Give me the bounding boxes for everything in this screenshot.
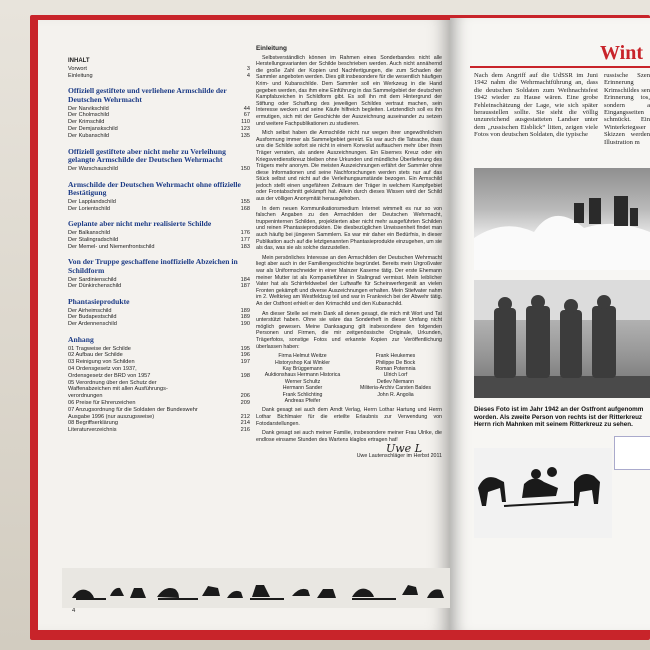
- toc-label: Der Balkanschild: [68, 229, 110, 236]
- toc-label: Der Dünkirchenschild: [68, 283, 122, 290]
- toc-section-title: Offiziell gestiftete aber nicht mehr zu Verleihung gelangte Armschilde der Deutschen Wehrmacht: [68, 146, 226, 165]
- toc-page: 155: [240, 198, 250, 205]
- thanks-name: Historyshop Kai Winkler: [274, 359, 331, 366]
- right-column-2: russische Szen Erinnerung Krimschildes sen Erinnerung tos, sondern a Eingangsseiten schmückt. Ein Winterkriegsser Skizzen werden Illustration m: [604, 72, 650, 146]
- toc-page: 190: [240, 321, 250, 328]
- toc-page: 4: [246, 72, 250, 79]
- photo-caption: Dieses Foto ist im Jahr 1942 an der Ostfront aufgenomm worden. Als zweite Person von rechts ist der Ritterkreuz Herrn rich Mahnken mit seinem Ritterkreuz zu sehen.: [474, 406, 644, 429]
- toc-row: [68, 393, 250, 400]
- thanks-name: John R. Angolia: [377, 391, 414, 398]
- toc-label: 05 Verordnung über den Schutz der: [68, 379, 157, 386]
- toc-row: [68, 366, 250, 373]
- toc-section-title: Phantasieprodukte: [68, 297, 130, 307]
- intro-heading: Einleitung: [256, 45, 287, 52]
- toc-row: [68, 380, 250, 387]
- toc-label: 03 Reinigung von Schilden: [68, 359, 135, 366]
- introduction-text: [256, 46, 442, 460]
- thanks-name: Roman Potemnia: [375, 365, 416, 372]
- toc-label: Der Narvikschild: [68, 105, 109, 112]
- toc-row: [68, 352, 250, 359]
- thanks-name: Kay Brüggemann: [282, 365, 323, 372]
- toc-row: [68, 66, 250, 73]
- toc-label: 07 Anzugsordnung für die Soldaten der Bundeswehr: [68, 406, 198, 413]
- thanks-left-column: [256, 353, 349, 404]
- toc-label: Der Lapplandschild: [68, 198, 116, 205]
- toc-row: [68, 126, 250, 133]
- toc-section-title: Offiziell gestiftete und verliehene Armschilde der Deutschen Wehrmacht: [68, 86, 227, 104]
- calendar-graphic: [614, 436, 650, 470]
- toc-page: 212: [240, 413, 250, 420]
- toc-label: Der Stalingradschild: [68, 236, 119, 243]
- thanks-name: Hermann Sander: [282, 385, 323, 392]
- toc-label: Der Budapestschild: [68, 314, 117, 321]
- thanks-name: Ulrich Lorf: [383, 372, 408, 379]
- intro-paragraph: Selbstverständlich können im Rahmen eines Sonderbandes nicht alle Herstellungsvarianten der Schilde beschrieben werden. Auch nicht annähernd die große Zahl der Kopien und Nachfertigungen, die zum Schaden der Sammler angeboten werden. Dies gilt insbesondere für die wesentlich häufigen Krim- und Kubanschilde. Dem Sammler soll ein Werkzeug in die Hand gegeben werden, das ihm eine Einführung in das Sammelgebiet der deutschen Kampfabzeichen in Schildform gibt. Es soll ihn mit dem Hintergrund der Stiftung oder Schaffung des jeweiligen Schildes vertraut machen, sein Interesse wecken und seine Käufe hilfreich begleiten. Letztendlich soll es ihn ermutigen, sich mit der Geschichte der Auszeichnung auseinander zu setzen und weitere Fachpublikationen zu studieren.: [256, 54, 442, 127]
- toc-page: 184: [240, 276, 250, 283]
- closing-paragraph: Dank gesagt sei auch dem Arndt Verlag, Herrn Lothar Hartung und Herrn Lothar Bichlmaier für die erteilte Erlaubnis zur Verwendung von Fotodarstellungen.: [256, 407, 442, 427]
- toc-page: 3: [246, 65, 250, 72]
- toc-page: 189: [240, 314, 250, 321]
- intro-paragraph: An dieser Stelle sei mein Dank all denen gesagt, die mich mit Wort und Tat unterstützt haben. Ohne sie wäre das Sonderheft in dieser Umfang nicht möglich gewesen. Meine Danksagung gilt insbesondere den folgenden Personen und Firmen, die mir zeitgenössische Originale, Urkunden, Trägerfotos, sonstige Fotos und erkannte Kopien zur Veröffentlichung überlassen haben:: [256, 310, 442, 350]
- toc-page: 67: [243, 112, 250, 119]
- toc-row: [68, 314, 250, 321]
- toc-heading: INHALT: [68, 58, 90, 64]
- toc-label: 01 Tragweise der Schilde: [68, 345, 131, 352]
- toc-page: 168: [240, 205, 250, 212]
- toc-row: [68, 206, 250, 213]
- toc-section-title: Geplante aber nicht mehr realisierte Schilde: [68, 219, 212, 229]
- toc-label: Der Demjanskschild: [68, 125, 118, 132]
- toc-label: Der Cholmschild: [68, 112, 110, 119]
- toc-row: [68, 407, 250, 414]
- toc-row: [68, 237, 250, 244]
- signature-image: Uwe L: [386, 442, 422, 456]
- toc-section-title: Anhang: [68, 335, 94, 345]
- toc-label: 06 Preise für Ehrenzeichen: [68, 400, 136, 407]
- toc-label: 04 Ordensgesetz von 1937,: [68, 366, 137, 373]
- toc-label: Ordensgesetz der BRD von 1957: [68, 372, 151, 379]
- toc-page: 177: [240, 236, 250, 243]
- toc-row: [68, 420, 250, 427]
- chapter-title: Wint: [600, 42, 643, 64]
- toc-page: 214: [240, 420, 250, 427]
- intro-paragraph: In dem neuen Kommunikationsmedium Internet wimmelt es nur so von falschen Angaben zu den Armschilden der Deutschen Wehrmacht, truppeninternen Schilden, projektierten aber nicht mehr ausgeführten Schilden und reinen Phantasieprodukten. Die diesbezüglichen Unwissenheit findet man auch häufig bei jüngeren Sammlern. Es war mir daher ein Bedürfnis, in dieser Publikation auch auf die letztgenannten Phantasieprodukte einzugehen, um sie als das, was sie als solche darzustellen.: [256, 205, 442, 252]
- title-rule: [470, 66, 650, 68]
- toc-page: 176: [240, 229, 250, 236]
- toc-label: verordnungen: [68, 393, 103, 400]
- toc-row: [68, 427, 250, 434]
- toc-row: [68, 321, 250, 328]
- author-line: Uwe Lautenschläger im Herbst 2011: [356, 452, 442, 459]
- toc-page: 44: [243, 105, 250, 112]
- intro-paragraph: Mein persönliches Interesse an den Armschilden der Deutschen Wehrmacht liegt aber auch in der Familiengeschichte begründet. Bereits mein Urgroßvater war als Uniformschneider in einer Mainzer Kaserne tätig. Der erste Ehemann meiner Mutter ist als Kompanieführer in Stalingrad vermisst. Mein leiblicher Vater hat als Schirrfeldwebel der Luftwaffe für Scheinwerfergerät an vielen Fronten gekämpft und diverse Auszeichnungen erhalten. Mein Stiefvater nahm im 2. Weltkrieg am Westfeldzug teil und war in Frankreich bei der Abwehr tätig. An der Ostfront erhielt er den Krimschild und den Kubanschild.: [256, 254, 442, 307]
- thanks-name: Detlev Niemann: [377, 378, 414, 385]
- toc-label: Der Lorientschild: [68, 205, 110, 212]
- toc-row: [68, 277, 250, 284]
- toc-label: Einleitung: [68, 72, 93, 79]
- toc-row: [68, 112, 250, 119]
- toc-page: 183: [240, 243, 250, 250]
- toc-section-title: Armschilde der Deutschen Wehrmacht ohne offizielle Bestätigung: [68, 179, 241, 198]
- thanks-name: Firma Helmut Weitze: [278, 353, 327, 360]
- toc-label: Der Warschauschild: [68, 165, 118, 172]
- toc-row: [68, 73, 250, 80]
- thanks-name: Philippe De Bock: [375, 359, 416, 366]
- toc-label: Waffenabzeichen mit allen Ausführungs-: [68, 386, 168, 393]
- toc-page: 206: [240, 393, 250, 400]
- toc-row: [68, 373, 250, 380]
- intro-paragraph: Mich selbst haben die Armschilde nicht nur wegen ihrer ungewöhnlichen Ausformung immer als Sammelgebiet gereizt. Es war auch die Tatsache, dass uns die Schilde sofort sie nicht in einem Konvolut auftauchen mehr über ihren Träger verraten, als andere Auszeichnungen. Ein Eisernes Kreuz oder ein Kriegsverdienstkreuz bleiben ohne Urkunden und mündliche Überlieferung des Trägers mehr anonym. Die meisten Auszeichnungen erfährt der Sammler ohne diese Informationen und seine Nachforschungen werden stets nur auf das Stück selbst und nicht auf die Verleihungsumstände bezogen. Ein Armschild jedoch stellt einen ungefähren Zeitraum der Träger in welchem Kampfgebiet oder Frontabschnitt gekämpft hat. Allein durch dieses Wissen wird der Schild aus der völligen Anonymität herausgehoben.: [256, 130, 442, 203]
- toc-row: [68, 166, 250, 173]
- toc-intro: [68, 66, 250, 80]
- toc-page: 187: [240, 283, 250, 290]
- right-column-1: Nach dem Angriff auf die UdSSR im Juni 1942 nahm die Wehrmachtführung an, dass die deutschen Soldaten zum Weihnachtsfest 1942 wieder zu Hause wären. Eine grobe Fehleinschätzung der Lage, wie sich später herausstellen sollte. Sie sieht die völlig unzureichend ausgestatteten Landser unter dem „russischen Eisblick“ litten, zeigen viele Fotos von deutschen Soldaten, die typische: [474, 72, 598, 139]
- sled-drawing: [474, 448, 612, 538]
- toc-row: [68, 386, 250, 393]
- toc-label: Vorwort: [68, 65, 87, 72]
- page-number: 4: [72, 608, 76, 614]
- toc-row: [68, 400, 250, 407]
- thanks-name: Frank Heukemes: [375, 353, 416, 360]
- toc-sections: [68, 87, 250, 434]
- toc-row: [68, 119, 250, 126]
- table-of-contents: [68, 58, 250, 434]
- thanks-list: [256, 353, 442, 404]
- toc-row: [68, 359, 250, 366]
- toc-label: Der Memel- und Niemenfrontschild: [68, 243, 155, 250]
- toc-page: 189: [240, 307, 250, 314]
- toc-page: 110: [241, 119, 250, 126]
- closing-paragraph: Dank gesagt sei auch meiner Familie, insbesondere meiner Frau Ulrike, die endlose einsame Stunden des Wartens klaglos ertragen hat!: [256, 430, 442, 443]
- toc-page: 197: [240, 359, 250, 366]
- toc-label: 08 Begriffserklärung: [68, 420, 118, 427]
- toc-row: [68, 230, 250, 237]
- thanks-name: Militeria-Archiv Carsten Baldes: [360, 385, 431, 392]
- toc-section-title: Von der Truppe geschaffene inoffizielle Abzeichen in Schildform: [68, 257, 238, 275]
- thanks-right-column: [349, 353, 442, 404]
- toc-label: Der Kubanschild: [68, 132, 110, 139]
- toc-label: Der Airheimschild: [68, 307, 112, 314]
- toc-label: Der Krimschild: [68, 119, 105, 126]
- toc-label: Ausgabe 1996 (nur auszugsweise): [68, 413, 155, 420]
- toc-page: 123: [240, 125, 250, 132]
- toc-page: 150: [240, 165, 250, 172]
- toc-label: Der Ardennenschild: [68, 321, 117, 328]
- toc-row: [68, 414, 250, 421]
- toc-page: 216: [240, 427, 250, 434]
- toc-label: Literaturverzeichnis: [68, 427, 117, 434]
- toc-label: Der Sardinienschild: [68, 276, 117, 283]
- toc-row: [68, 244, 250, 251]
- thanks-name: Werner Schultz: [284, 378, 321, 385]
- soldiers-group-photo: [474, 280, 650, 398]
- toc-page: 135: [240, 132, 250, 139]
- thanks-name: Frank Schlichting: [282, 391, 323, 398]
- toc-page: 196: [240, 352, 250, 359]
- toc-page: 195: [240, 345, 250, 352]
- toc-page: 198: [240, 372, 250, 379]
- toc-row: [68, 106, 250, 113]
- toc-row: [68, 308, 250, 315]
- winter-snow-photo: [474, 168, 650, 270]
- toc-row: [68, 133, 250, 140]
- thanks-name: Andreas Pfeifer: [284, 397, 321, 404]
- toc-page: 209: [240, 400, 250, 407]
- toc-row: [68, 283, 250, 290]
- toc-row: [68, 199, 250, 206]
- thanks-name: Auktionshaus Hermann Historica: [264, 372, 341, 379]
- toc-row: [68, 346, 250, 353]
- toc-label: 02 Aufbau der Schilde: [68, 352, 123, 359]
